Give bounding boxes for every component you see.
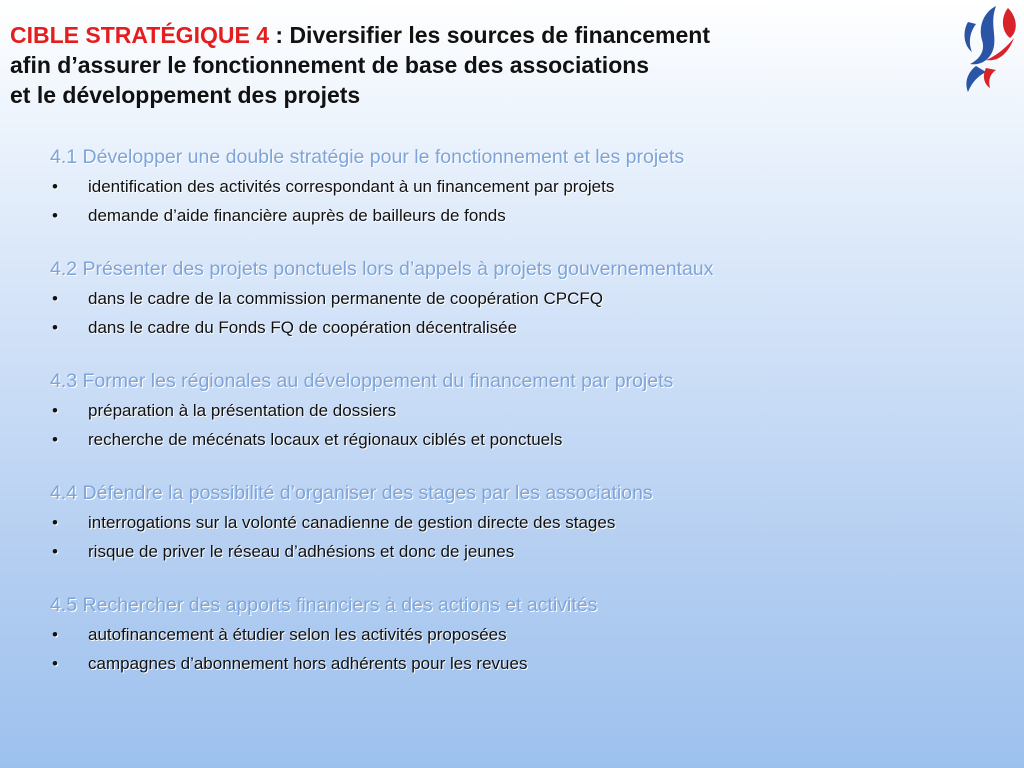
bullet-icon: •	[52, 513, 58, 532]
section-4-4	[50, 478, 1010, 566]
title-line-3: et le développement des projets	[10, 82, 361, 108]
bullet-text: campagnes d’abonnement hors adhérents pour les revues	[88, 654, 528, 673]
section-heading: 4.5 Rechercher des apports financiers à des actions et activités	[50, 594, 598, 616]
section-heading: 4.3 Former les régionales au développement du financement par projets	[50, 370, 674, 392]
section-4-1	[50, 142, 1010, 230]
bullet-icon: •	[52, 289, 58, 308]
bullet-item	[50, 537, 1010, 566]
bullet-icon: •	[52, 542, 58, 561]
bullet-text: recherche de mécénats locaux et régionaux ciblés et ponctuels	[88, 430, 563, 449]
bullet-item	[50, 396, 1010, 425]
section-4-2	[50, 254, 1010, 342]
bullet-icon: •	[52, 206, 58, 225]
bullet-icon: •	[52, 401, 58, 420]
bullet-text: identification des activités correspondant à un financement par projets	[88, 177, 615, 196]
bullet-text: demande d’aide financière auprès de bailleurs de fonds	[88, 206, 506, 225]
bullet-text: dans le cadre du Fonds FQ de coopération décentralisée	[88, 318, 518, 337]
bullet-item	[50, 508, 1010, 537]
section-4-5	[50, 590, 1010, 678]
bullet-item	[50, 425, 1010, 454]
section-4-3	[50, 366, 1010, 454]
section-heading: 4.1 Développer une double stratégie pour le fonctionnement et les projets	[50, 146, 685, 168]
bullet-text: préparation à la présentation de dossiers	[88, 401, 397, 420]
bullet-item	[50, 172, 1010, 201]
bullet-item	[50, 620, 1010, 649]
title-accent: CIBLE STRATÉGIQUE 4	[10, 22, 269, 48]
bullet-item	[50, 284, 1010, 313]
bullet-icon: •	[52, 625, 58, 644]
title-line-1: : Diversifier les sources de financement	[269, 22, 711, 48]
bullet-text: dans le cadre de la commission permanente de coopération CPCFQ	[88, 289, 603, 308]
section-heading: 4.2 Présenter des projets ponctuels lors d’appels à projets gouvernementaux	[50, 258, 714, 280]
bullet-item	[50, 201, 1010, 230]
bullet-text: autofinancement à étudier selon les activités proposées	[88, 625, 507, 644]
bullet-icon: •	[52, 654, 58, 673]
bullet-text: interrogations sur la volonté canadienne de gestion directe des stages	[88, 513, 616, 532]
bullet-icon: •	[52, 430, 58, 449]
bullet-item	[50, 649, 1010, 678]
slide-title	[10, 20, 940, 110]
bullet-text: risque de priver le réseau d’adhésions et donc de jeunes	[88, 542, 515, 561]
stylized-bird-logo-icon	[956, 2, 1020, 94]
section-heading: 4.4 Défendre la possibilité d’organiser des stages par les associations	[50, 482, 653, 504]
bullet-icon: •	[52, 318, 58, 337]
bullet-icon: •	[52, 177, 58, 196]
main-content	[50, 142, 1010, 702]
title-line-2: afin d’assurer le fonctionnement de base des associations	[10, 52, 650, 78]
bullet-item	[50, 313, 1010, 342]
